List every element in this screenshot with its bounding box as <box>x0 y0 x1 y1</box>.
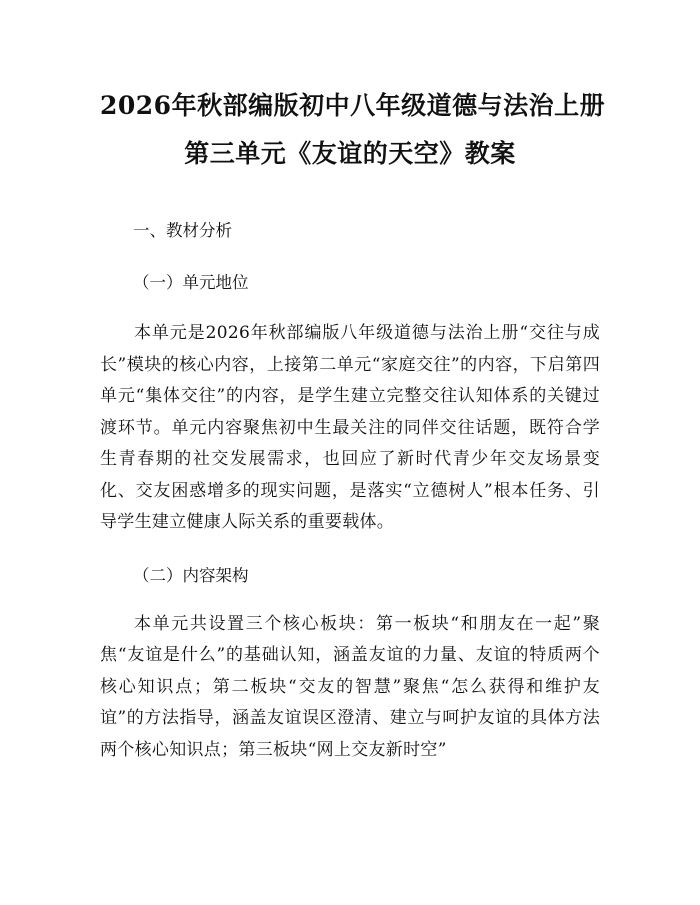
subsection-heading-unit-position: （一）单元地位 <box>133 273 249 292</box>
document-title-line-1: 2026年秋部编版初中八年级道德与法治上册 <box>100 91 606 120</box>
paragraph-content-structure: 本单元共设置三个核心板块：第一板块“和朋友在一起”聚焦“友谊是什么”的基础认知，涵盖友谊的力量、友谊的特质两个核心知识点；第二板块“交友的智慧”聚焦“怎么获得和维护友谊”的方法指导，涵盖友谊误区澄清、建立与呵护友谊的具体方法两个核心知识点；第三板块“网上交友新时空” <box>100 613 600 760</box>
paragraph-unit-position: 本单元是2026年秋部编版八年级道德与法治上册“交往与成长”模块的核心内容，上接第二单元“家庭交往”的内容，下启第四单元“集体交往”的内容，是学生建立完整交往认知体系的关键过渡环节。单元内容聚焦初中生最关注的同伴交往话题，既符合学生青春期的社交发展需求，也回应了新时代青少年交友场景变化、交友困惑增多的现实问题，是落实“立德树人”根本任务、引导学生建立健康人际关系的重要载体。 <box>100 323 600 532</box>
subsection-heading-content-structure: （二）内容架构 <box>133 565 249 585</box>
section-heading-textbook-analysis: 一、教材分析 <box>133 221 232 240</box>
document-title-line-2: 第三单元《友谊的天空》教案 <box>184 139 516 168</box>
